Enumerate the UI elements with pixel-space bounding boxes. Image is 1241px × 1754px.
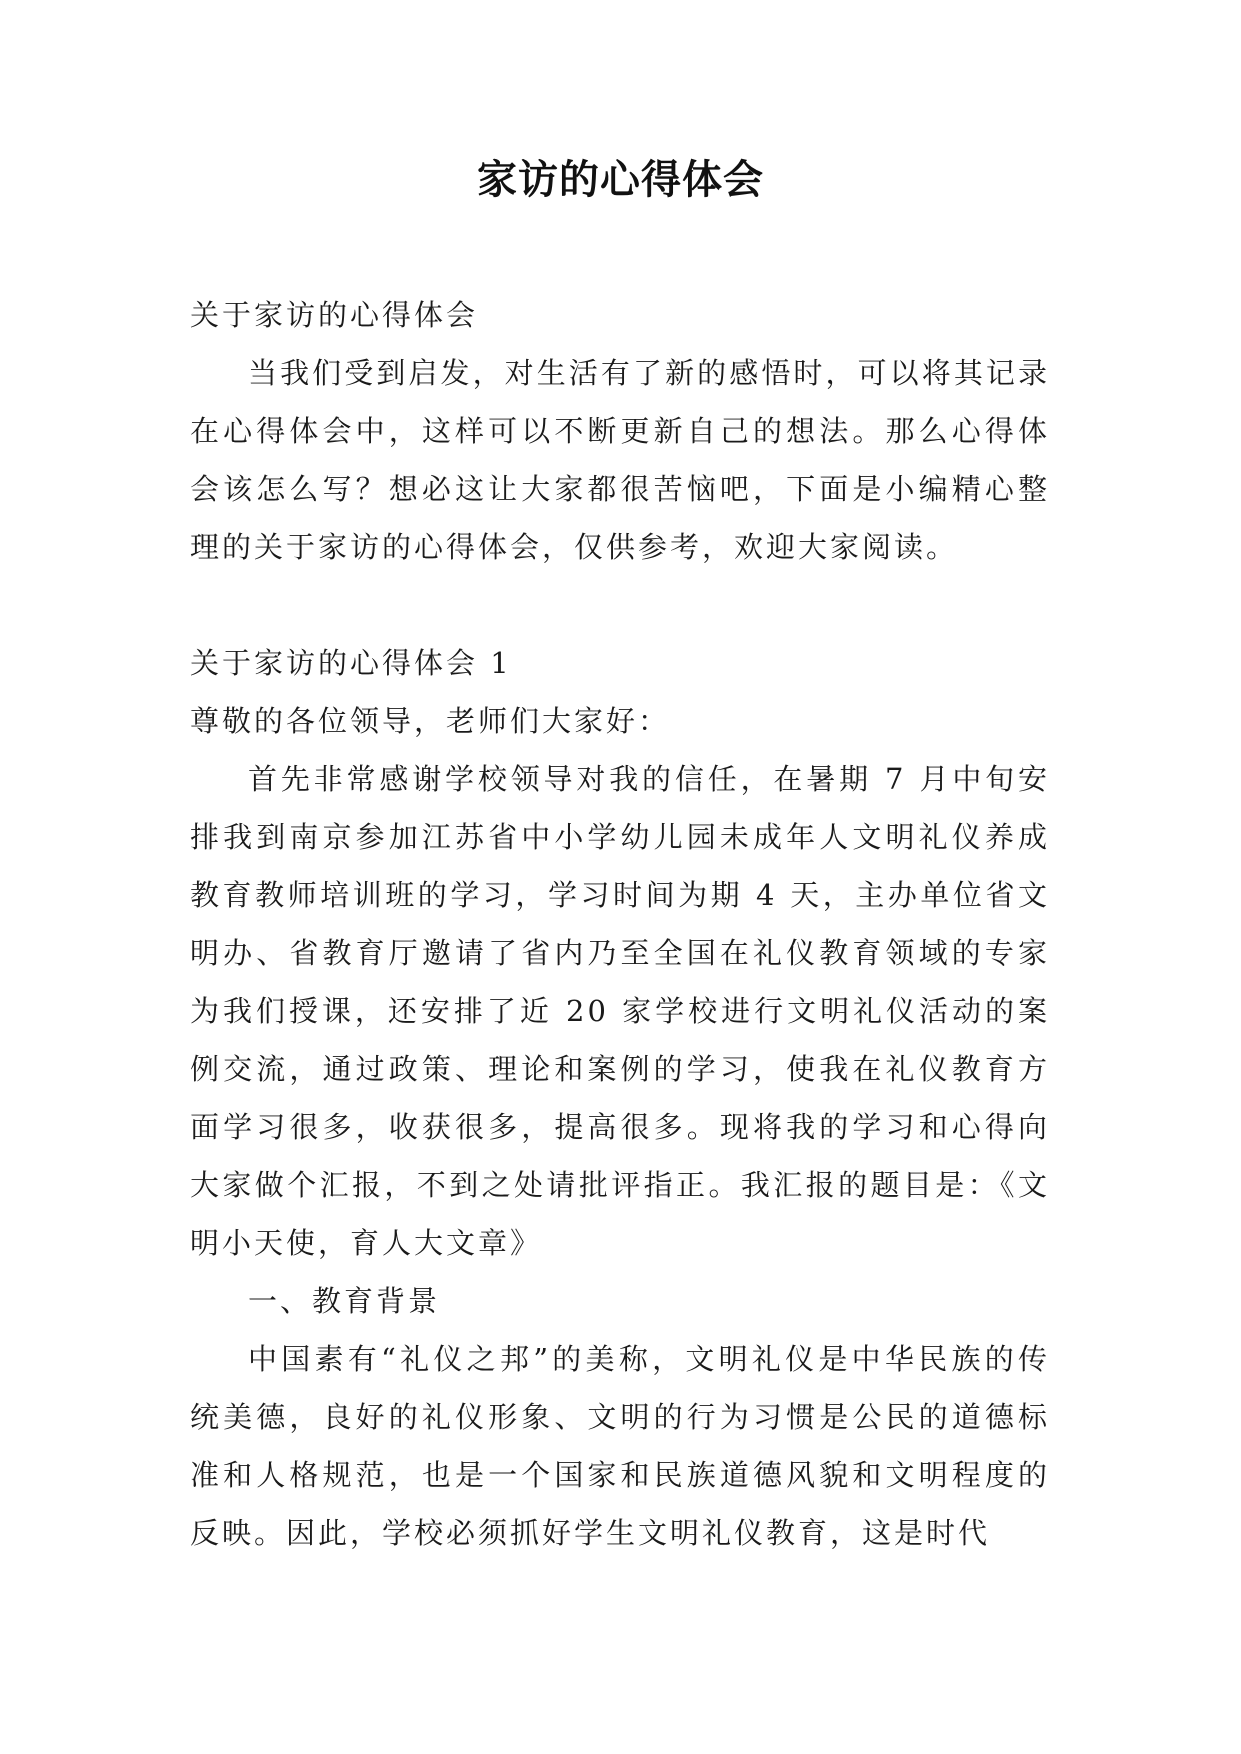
salutation: 尊敬的各位领导，老师们大家好： (190, 704, 671, 738)
body-paragraph: 首先非常感谢学校领导对我的信任，在暑期 7 月中旬安排我到南京参加江苏省中小学幼儿园未成年人文明礼仪养成教育教师培训班的学习，学习时间为期 4 天，主办单位省文明办、省教育厅邀请了省内乃至全国在礼仪教育领域的专家为我们授课，还安排了近 20 家学校进行文明礼仪活动的案例交流，通过政策、理论和案例的学习，使我在礼仪教育方面学习很多，收获很多，提高很多。现将我的学习和心得向大家做个汇报，不到之处请批评指正。我汇报的题目是：《文明小天使，育人大文章》 (190, 762, 1050, 1260)
outline-heading: 一、教育背景 (248, 1284, 441, 1318)
subsection-heading: 关于家访的心得体会 1 (190, 646, 512, 680)
body-paragraph: 中国素有“礼仪之邦”的美称，文明礼仪是中华民族的传统美德，良好的礼仪形象、文明的行为习惯是公民的道德标准和人格规范，也是一个国家和民族道德风貌和文明程度的反映。因此，学校必须抓好学生文明礼仪教育，这是时代 (190, 1342, 1050, 1550)
document-body (190, 286, 1050, 1562)
intro-paragraph: 当我们受到启发，对生活有了新的感悟时，可以将其记录在心得体会中，这样可以不断更新自己的想法。那么心得体会该怎么写？想必这让大家都很苦恼吧，下面是小编精心整理的关于家访的心得体会，仅供参考，欢迎大家阅读。 (190, 356, 1050, 564)
document-title: 家访的心得体会 (477, 156, 764, 203)
paragraph-spacer (190, 576, 1050, 634)
section-heading: 关于家访的心得体会 (190, 298, 479, 332)
